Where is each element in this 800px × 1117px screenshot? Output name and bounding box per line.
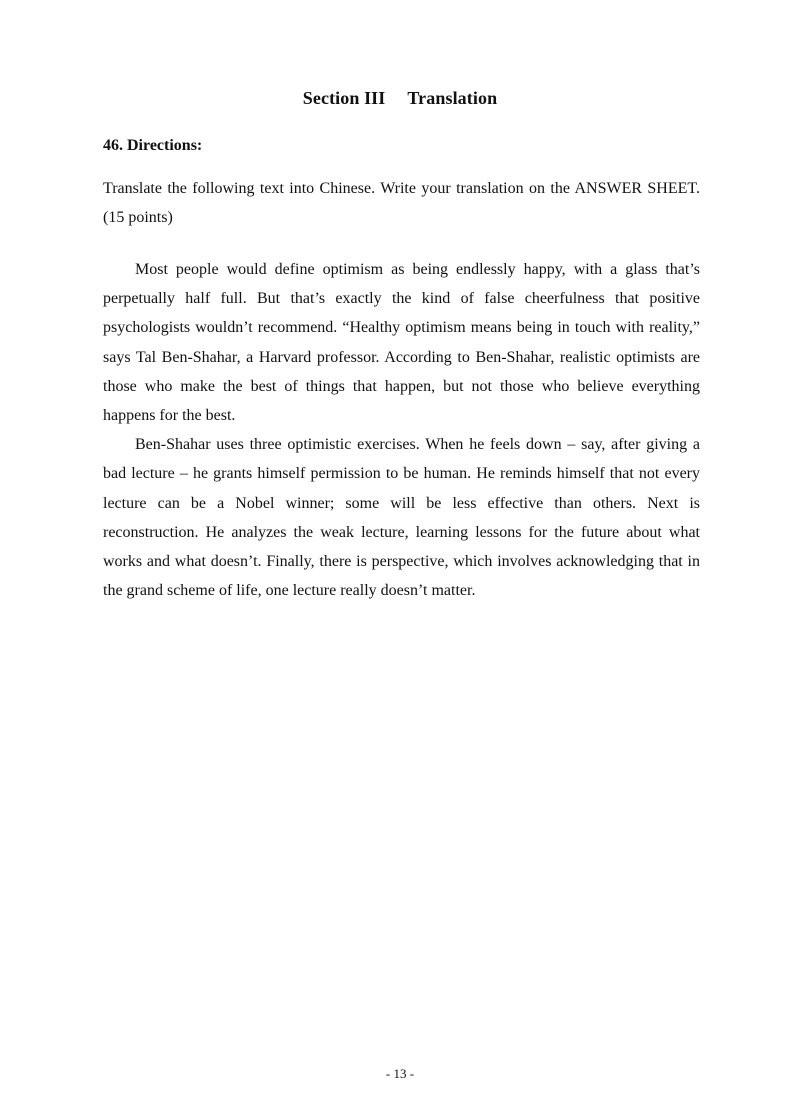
directions-heading: 46. Directions: <box>103 137 203 154</box>
section-number: Section III <box>302 88 386 108</box>
section-title <box>0 88 800 109</box>
page-number: - 13 - <box>385 1066 415 1081</box>
passage-paragraph-1: Most people would define optimism as being endlessly happy, with a glass that’s perpetually half full. But that’s exactly the kind of false cheerfulness that positive psychologists wouldn’t recommend. “Healthy optimism means being in touch with reality,” says Tal Ben-Shahar, a Harvard professor. According to Ben-Shahar, realistic optimists are those who make the best of things that happen, but not those who believe everything happens for the best. <box>103 261 700 425</box>
passage-paragraph-2: Ben-Shahar uses three optimistic exercises. When he feels down – say, after giving a bad lecture – he grants himself permission to be human. He reminds himself that not every lecture can be a Nobel winner; some will be less effective than others. Next is reconstruction. He analyzes the weak lecture, learning lessons for the future about what works and what doesn’t. Finally, there is perspective, which involves acknowledging that in the grand scheme of life, one lecture really doesn’t matter. <box>103 436 700 600</box>
passage <box>103 255 700 605</box>
section-name: Translation <box>407 88 498 108</box>
directions-instruction: Translate the following text into Chinese. Write your translation on the ANSWER SHEET.(15 points) <box>103 180 700 227</box>
